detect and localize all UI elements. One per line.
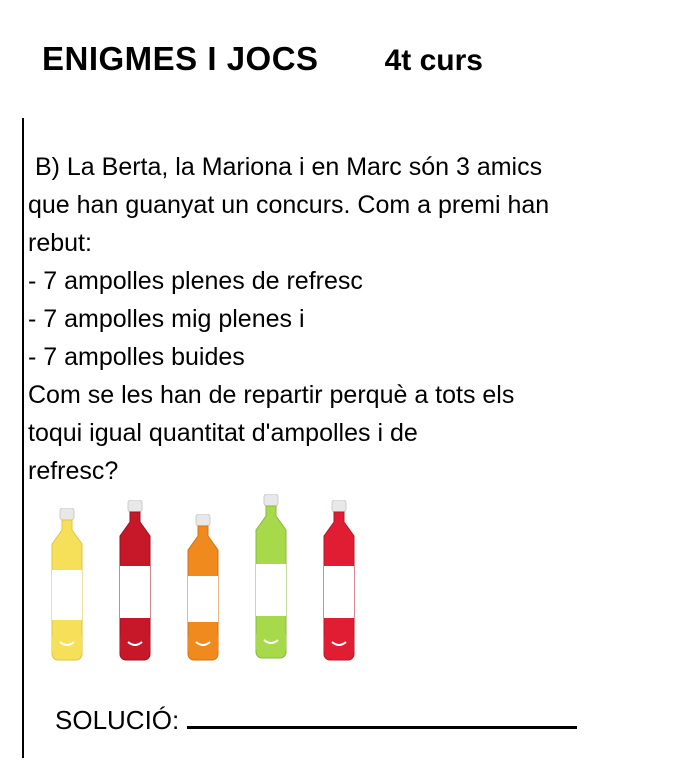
bottle-yellow-icon xyxy=(38,508,96,688)
problem-line: - 7 ampolles plenes de refresc xyxy=(28,267,363,295)
bottle-dark-red-icon xyxy=(106,500,164,680)
bottles-illustration xyxy=(30,488,370,668)
solution-label: SOLUCIÓ: xyxy=(55,705,180,735)
solution-answer-blank[interactable] xyxy=(187,704,577,729)
problem-line: rebut: xyxy=(28,229,92,257)
problem-line: toqui igual quantitat d'ampolles i de xyxy=(28,419,418,447)
bottle-green-icon xyxy=(242,494,300,674)
problem-line: - 7 ampolles buides xyxy=(28,343,245,371)
left-margin-rule xyxy=(22,118,24,758)
problem-line: refresc? xyxy=(28,457,119,485)
page-subtitle: 4t curs xyxy=(384,44,483,77)
bottle-orange-icon xyxy=(174,514,232,694)
page-title: ENIGMES I JOCS xyxy=(42,40,319,77)
bottle-red-icon xyxy=(310,500,368,680)
page-header xyxy=(42,40,642,78)
problem-line: - 7 ampolles mig plenes i xyxy=(28,305,305,333)
problem-statement xyxy=(28,148,658,490)
problem-line: Com se les han de repartir perquè a tots els xyxy=(28,381,515,409)
problem-line: que han guanyat un concurs. Com a premi han xyxy=(28,191,550,219)
solution-row xyxy=(55,704,577,736)
problem-line: B) La Berta, la Mariona i en Marc són 3 amics xyxy=(28,153,543,181)
